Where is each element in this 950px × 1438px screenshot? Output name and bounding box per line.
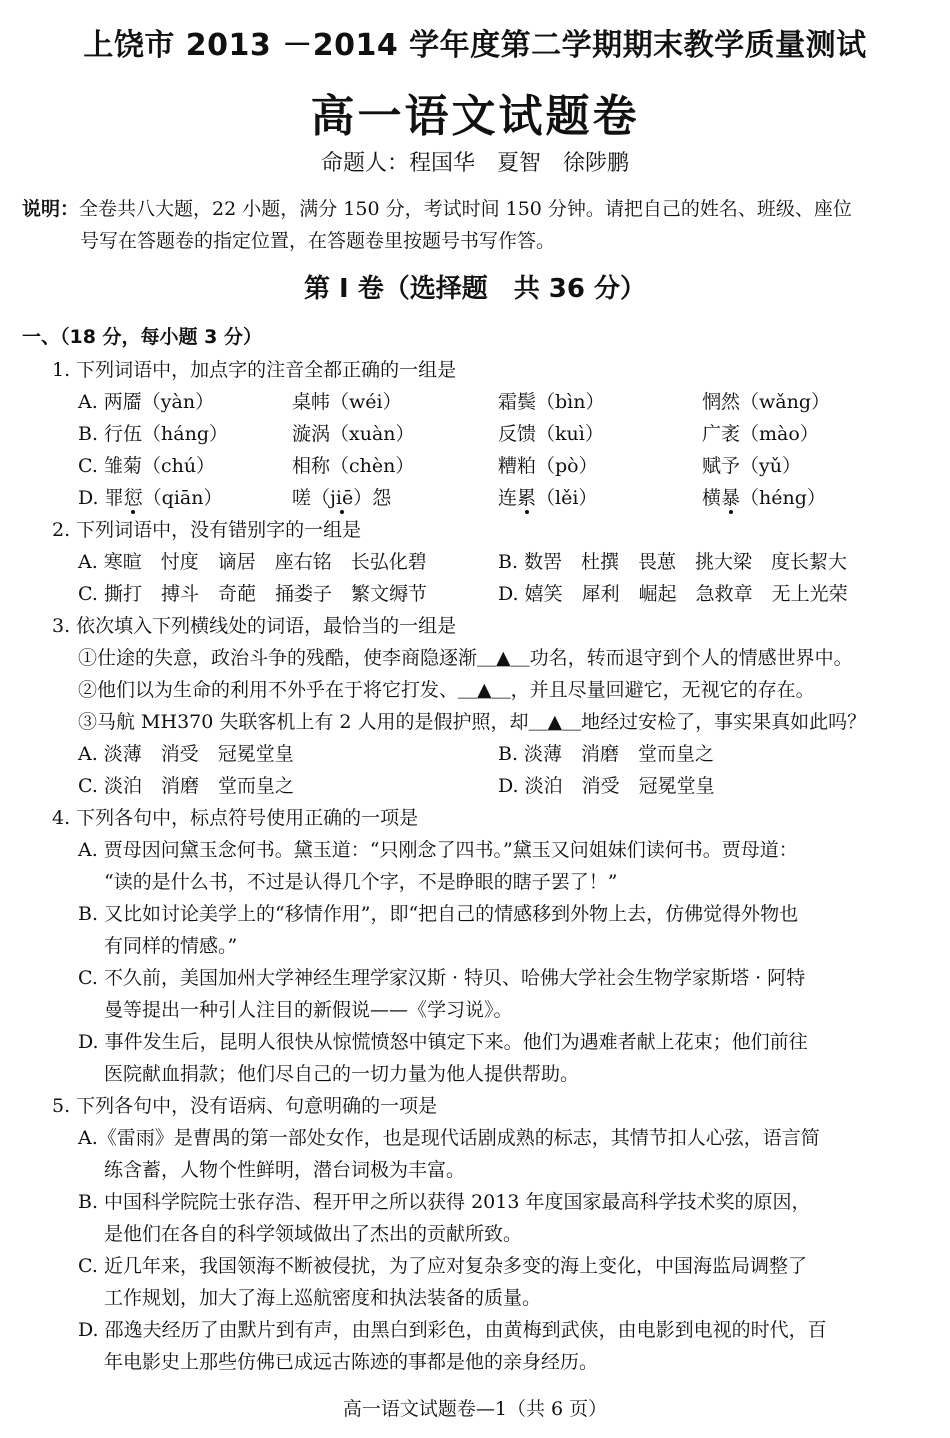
q3-stem: 3. 依次填入下列横线处的词语，最恰当的一组是 <box>52 615 457 637</box>
part-heading: 一、（18 分，每小题 3 分） <box>22 326 263 348</box>
q4-option-d-line1: D. 事件发生后，昆明人很快从惊慌愤怒中镇定下来。他们为遇难者献上花束；他们前往 <box>78 1031 808 1053</box>
q1-option-d1: D. 罪愆（qiān） <box>78 487 223 509</box>
q5-option-c-line1: C. 近几年来，我国领海不断被侵扰，为了应对复杂多变的海上变化，中国海监局调整了 <box>78 1255 807 1277</box>
page-title: 高一语文试题卷 <box>310 91 640 142</box>
q1-stem: 1. 下列词语中，加点字的注音全都正确的一组是 <box>52 359 457 381</box>
q5-stem: 5. 下列各句中，没有语病、句意明确的一项是 <box>52 1095 438 1117</box>
q4-stem: 4. 下列各句中，标点符号使用正确的一项是 <box>52 807 419 829</box>
q5-option-b-line1: B. 中国科学院院士张存浩、程开甲之所以获得 2013 年度国家最高科学技术奖的原因， <box>78 1191 811 1213</box>
exam-title: 上饶市 2013 －2014 学年度第二学期期末教学质量测试 <box>83 28 867 63</box>
q1-option-d4: 横暴（héng） <box>702 487 826 509</box>
q4-option-c-line1: C. 不久前，美国加州大学神经生理学家汉斯 · 特贝、哈佛大学社会生物学家斯塔 · 阿特 <box>78 967 806 989</box>
q2-stem: 2. 下列词语中，没有错别字的一组是 <box>52 519 362 541</box>
q4-option-a-line2: “读的是什么书，不过是认得几个字，不是睁眼的瞎子罢了！” <box>104 871 618 893</box>
q3-option-d: D. 淡泊 消受 冠冕堂皇 <box>498 775 715 797</box>
q1-option-c2: 相称（chèn） <box>292 455 415 477</box>
instructions-lead: 说明： <box>22 198 80 220</box>
q3-sentence-3: ③马航 MH370 失联客机上有 2 人用的是假护照，却＿▲＿地经过安检了，事实果真如此吗？ <box>78 711 867 733</box>
q3-sentence-1: ①仕途的失意，政治斗争的残酷，使李商隐逐渐＿▲＿功名，转而退守到个人的情感世界中。 <box>78 647 853 669</box>
q5-option-a-line1: A.《雷雨》是曹禺的第一部处女作，也是现代话剧成熟的标志，其情节扣人心弦，语言简 <box>78 1127 820 1149</box>
q1-option-c1: C. 雏菊（chú） <box>78 455 216 477</box>
q1-option-a1: A. 两靥（yàn） <box>78 391 215 413</box>
q5-option-d-line1: D. 邵逸夫经历了由默片到有声，由黑白到彩色，由黄梅到武侠，由电影到电视的时代，百 <box>78 1319 827 1341</box>
emphasis-dot-char: 愆 <box>123 487 143 509</box>
page-footer: 高一语文试题卷—1（共 6 页） <box>342 1398 608 1420</box>
q3-sentence-2: ②他们以为生命的利用不外乎在于将它打发、＿▲＿，并且尽量回避它，无视它的存在。 <box>78 679 815 701</box>
q5-option-c-line2: 工作规划，加大了海上巡航密度和执法装备的质量。 <box>104 1287 542 1309</box>
q1-option-a3: 霜鬓（bìn） <box>498 391 605 413</box>
q3-option-b: B. 淡薄 消磨 堂而皇之 <box>498 743 715 765</box>
q1-option-b1: B. 行伍（háng） <box>78 423 229 445</box>
q5-option-d-line2: 年电影史上那些仿佛已成远古陈迹的事都是他的亲身经历。 <box>104 1351 599 1373</box>
authors-line: 命题人：程国华 夏智 徐陟鹏 <box>320 151 629 176</box>
q1-option-a2: 桌帏（wéi） <box>292 391 402 413</box>
q1-option-c3: 糟粕（pò） <box>498 455 598 477</box>
emphasis-dot-char: 累 <box>517 487 537 509</box>
q4-option-b-line2: 有同样的情感。” <box>104 935 238 957</box>
q4-option-c-line2: 曼等提出一种引人注目的新假说——《学习说》。 <box>104 999 513 1021</box>
emphasis-dot-char: （jiē） <box>311 487 373 509</box>
q1-option-a4: 惘然（wǎng） <box>702 391 830 413</box>
q1-option-b2: 漩涡（xuàn） <box>292 423 415 445</box>
q5-option-b-line2: 是他们在各自的科学领域做出了杰出的贡献所致。 <box>104 1223 523 1245</box>
instructions <box>22 193 932 257</box>
q2-option-a: A. 寒暄 忖度 谪居 座右铭 长弘化碧 <box>78 551 427 573</box>
q1-option-d3: 连累（lěi） <box>498 487 598 509</box>
q1-option-c4: 赋予（yǔ） <box>702 455 801 477</box>
q1-option-d2: 嗟（jiē）怨 <box>292 487 392 509</box>
instructions-line-2: 号写在答题卷的指定位置，在答题卷里按题号书写作答。 <box>80 230 556 252</box>
q1-option-b3: 反馈（kuì） <box>498 423 604 445</box>
q1-option-b4: 广袤（mào） <box>702 423 819 445</box>
q3-option-a: A. 淡薄 消受 冠冕堂皇 <box>78 743 294 765</box>
q4-option-a-line1: A. 贾母因问黛玉念何书。黛玉道：“只刚念了四书。”黛玉又问姐妹们读何书。贾母道： <box>78 839 798 861</box>
section-title: 第 Ⅰ 卷（选择题 共 36 分） <box>303 274 647 304</box>
q4-option-d-line2: 医院献血捐款；他们尽自己的一切力量为他人提供帮助。 <box>104 1063 580 1085</box>
q4-option-b-line1: B. 又比如讨论美学上的“移情作用”，即“把自己的情感移到外物上去，仿佛觉得外物也 <box>78 903 799 925</box>
q2-option-d: D. 嬉笑 犀利 崛起 急救章 无上光荣 <box>498 583 848 605</box>
instructions-line-1: 全卷共八大题，22 小题，满分 150 分，考试时间 150 分钟。请把自己的姓名、班级、座位 <box>79 198 852 220</box>
q3-option-c: C. 淡泊 消磨 堂而皇之 <box>78 775 294 797</box>
q5-option-a-line2: 练含蓄，人物个性鲜明，潜台词极为丰富。 <box>104 1159 466 1181</box>
q2-option-b: B. 数罟 杜撰 畏葸 挑大梁 度长絜大 <box>498 551 848 573</box>
q2-option-c: C. 撕打 搏斗 奇葩 捅娄子 繁文缛节 <box>78 583 427 605</box>
emphasis-dot-char: 暴 <box>721 487 741 509</box>
